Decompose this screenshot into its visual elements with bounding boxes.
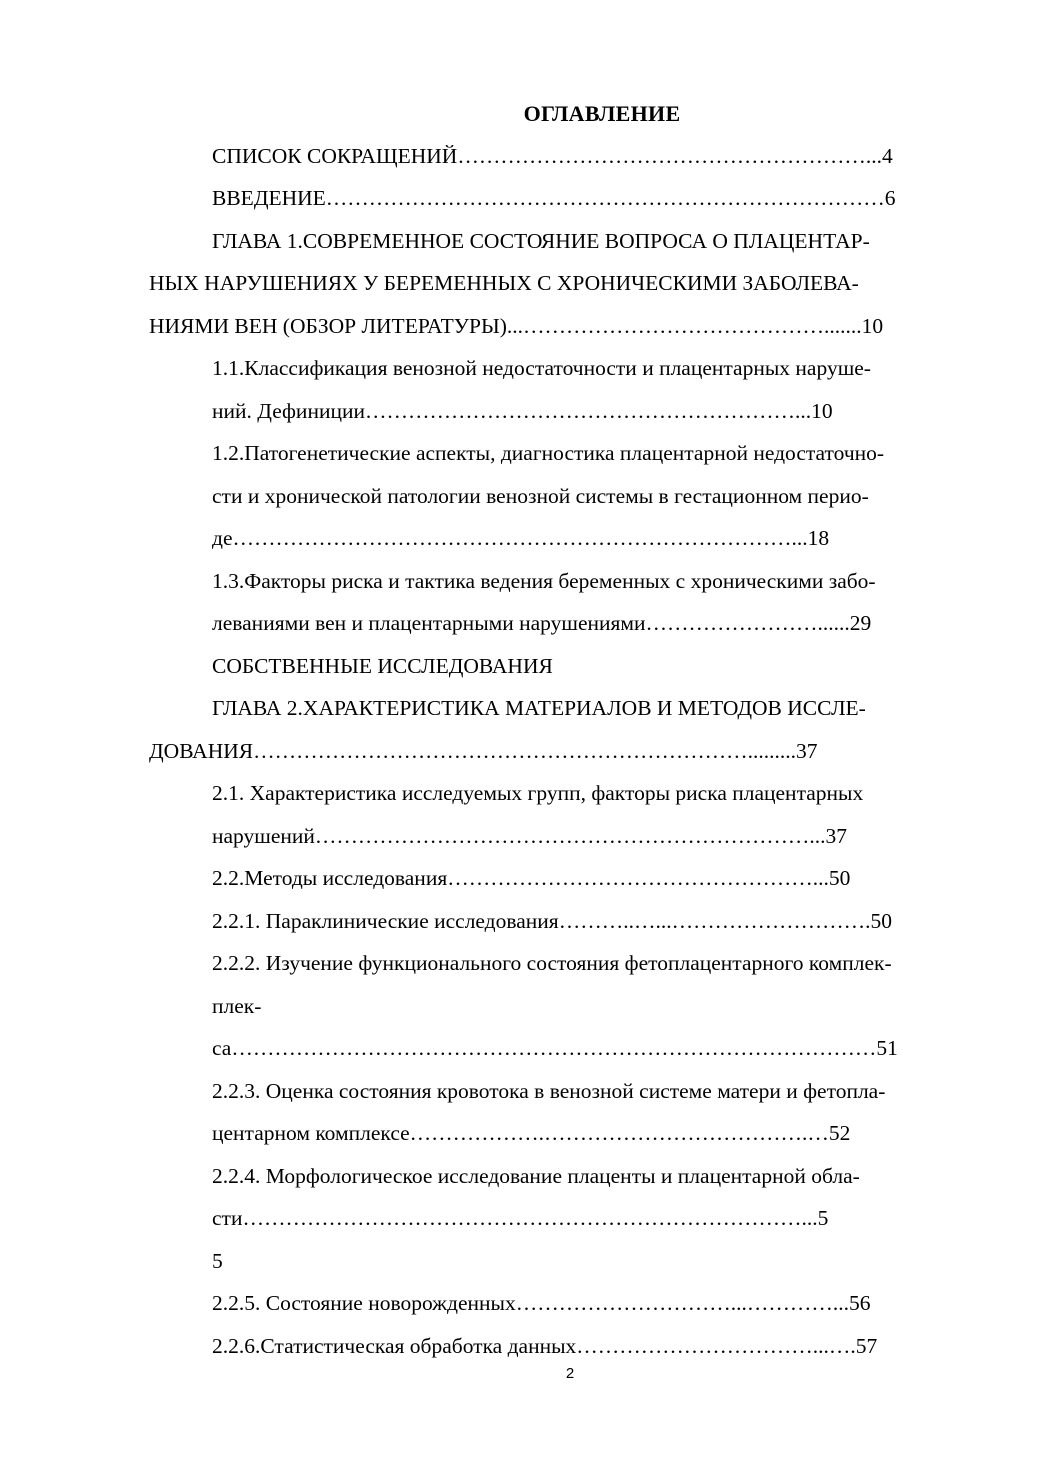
toc-entry: ГЛАВА 2.ХАРАКТЕРИСТИКА МАТЕРИАЛОВ И МЕТОДОВ ИССЛЕ- [212, 696, 866, 720]
toc-entry: СОБСТВЕННЫЕ ИССЛЕДОВАНИЯ [212, 654, 553, 678]
toc-entry: 2.2.5. Состояние новорожденных…………………………...…………...56 [212, 1291, 871, 1315]
toc-entry: НИЯМИ ВЕН (ОБЗОР ЛИТЕРАТУРЫ)...…………………………………….......10 [149, 314, 884, 338]
toc-entry: 2.2.4. Морфологическое исследование плаценты и плацентарной обла- [212, 1164, 860, 1188]
toc-entry: 1.2.Патогенетические аспекты, диагностика плацентарной недостаточно- [212, 441, 885, 465]
toc-entry: НЫХ НАРУШЕНИЯХ У БЕРЕМЕННЫХ С ХРОНИЧЕСКИМИ ЗАБОЛЕВА- [149, 271, 859, 295]
toc-entry: де……………………………………………………………………...18 [212, 526, 830, 550]
toc-entry: 2.2.6.Статистическая обработка данных……………………………...….57 [212, 1334, 878, 1358]
toc-entry: плек- [212, 994, 262, 1018]
page-title: ОГЛАВЛЕНИЕ [523, 101, 681, 126]
toc-entry: 2.1. Характеристика исследуемых групп, факторы риска плацентарных [212, 781, 864, 805]
toc-entry: ГЛАВА 1.СОВРЕМЕННОЕ СОСТОЯНИЕ ВОПРОСА О ПЛАЦЕНТАР- [212, 229, 870, 253]
toc-entry: нарушений……………………………………………………………...37 [212, 824, 848, 848]
toc-entry: ний. Дефиниции……………………………………………………...10 [212, 399, 833, 423]
toc-entry: 2.2.2. Изучение функционального состояния фетоплацентарного комплек- [212, 951, 892, 975]
toc-entry: 1.1.Классификация венозной недостаточности и плацентарных наруше- [212, 356, 871, 380]
toc-entry: ДОВАНИЯ…………………………………………………………….........37 [149, 739, 818, 763]
page-number: 2 [565, 1365, 575, 1382]
toc-entry: 2.2.1. Параклинические исследования………..…...……………………….50 [212, 909, 892, 933]
toc-entry: центарном комплексе……………….……………………………….…52 [212, 1121, 851, 1145]
toc-entry: леваниями вен и плацентарными нарушениями……………………......29 [212, 611, 872, 635]
toc-entry: 2.2.3. Оценка состояния кровотока в венозной системе матери и фетопла- [212, 1079, 886, 1103]
toc-entry: 2.2.Методы исследования……………………………………………...50 [212, 866, 851, 890]
toc-entry: 5 [212, 1249, 223, 1273]
toc-entry: сти и хронической патологии венозной системы в гестационном перио- [212, 484, 869, 508]
toc-entry: СПИСОК СОКРАЩЕНИЙ…………………………………………………...4 [212, 144, 893, 168]
toc-entry: 1.3.Факторы риска и тактика ведения беременных с хроническими забо- [212, 569, 876, 593]
toc-entry: ВВЕДЕНИЕ……………………………………………………………………6 [212, 186, 896, 210]
toc-entry: сти……………………………………………………………………...5 [212, 1206, 829, 1230]
toc-entry: са………………………………………………………………………………51 [212, 1036, 898, 1060]
